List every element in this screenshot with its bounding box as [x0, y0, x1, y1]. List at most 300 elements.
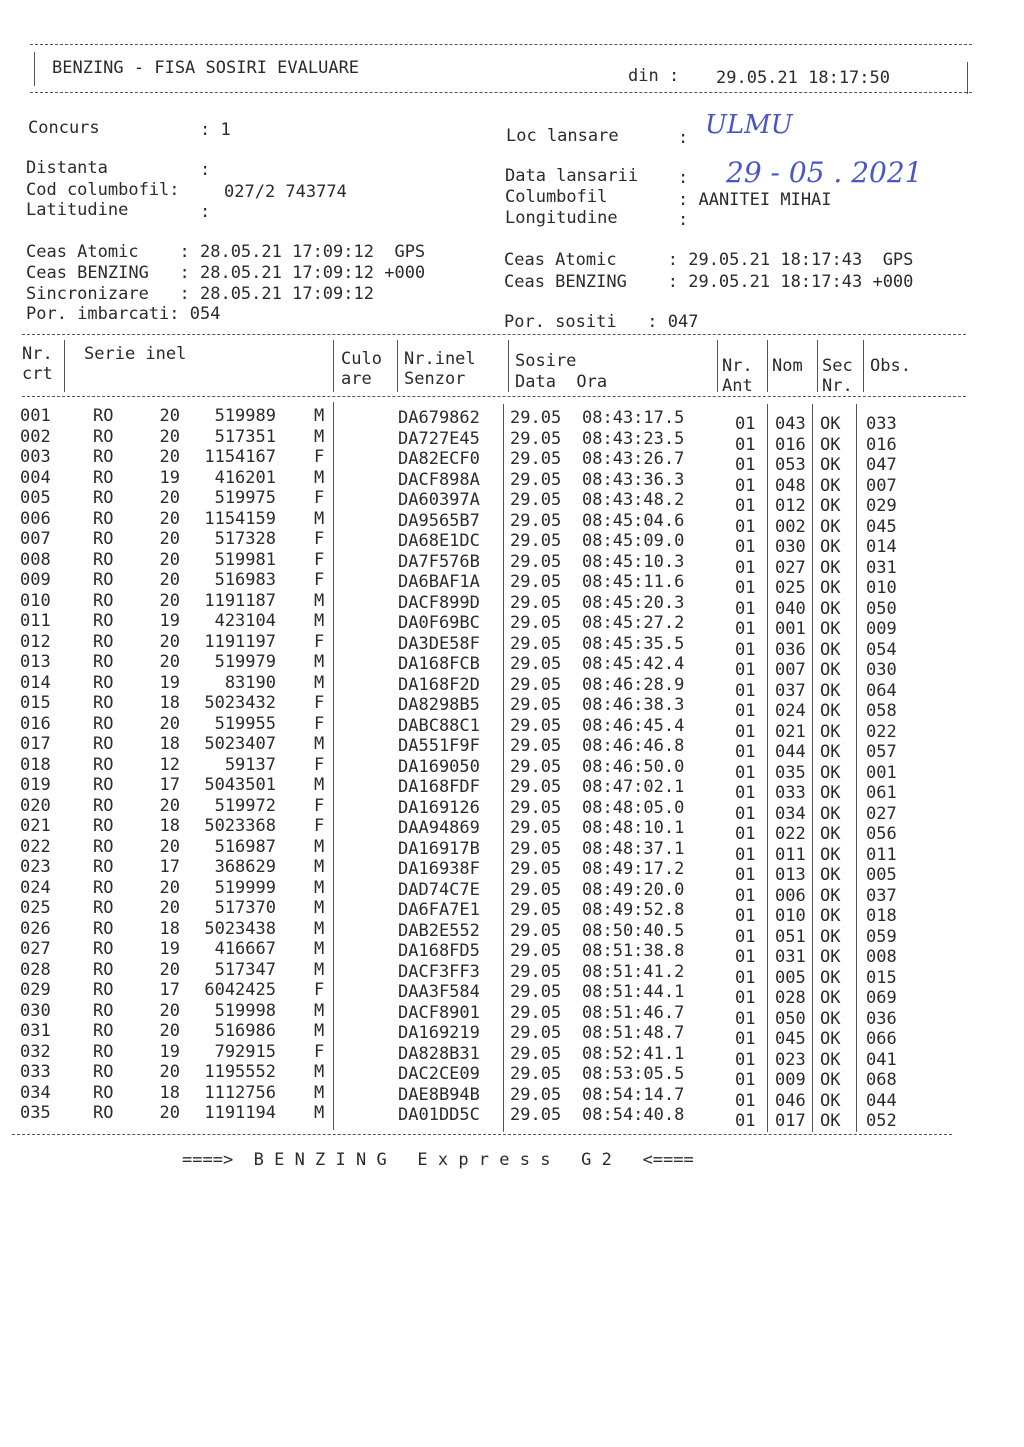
table-row — [0, 672, 1024, 701]
row-antenna: 01 — [735, 578, 756, 598]
row-sensor: DA828B31 — [398, 1043, 480, 1064]
row-ring-number: 1112756 — [204, 1082, 276, 1103]
row-country: RO — [93, 549, 114, 570]
row-time: 08:45:35.5 — [582, 633, 685, 654]
row-date: 29.05 — [510, 736, 562, 756]
row-nom: 050 — [775, 1008, 806, 1029]
row-sensor: DABC88C1 — [398, 715, 480, 736]
row-obs: 011 — [866, 844, 897, 865]
row-sensor: DA168FDF — [398, 777, 480, 797]
row-sex: M — [314, 877, 325, 898]
row-date: 29.05 — [510, 408, 562, 428]
data-lansarii-label: Data lansarii — [505, 166, 639, 186]
row-number: 022 — [20, 836, 51, 857]
table-row — [0, 549, 1024, 578]
row-sensor: DA16938F — [398, 859, 480, 879]
row-number: 015 — [20, 693, 51, 713]
row-time: 08:54:40.8 — [582, 1105, 685, 1125]
table-row — [0, 631, 1024, 660]
row-obs: 061 — [866, 783, 897, 803]
row-time: 08:45:11.6 — [582, 572, 685, 592]
row-nom: 010 — [775, 906, 806, 926]
row-date: 29.05 — [510, 1084, 562, 1105]
row-year: 18 — [159, 734, 180, 754]
row-sensor: DA68E1DC — [398, 531, 480, 551]
columbofil-value: : AANITEI MIHAI — [678, 190, 832, 210]
header-title: BENZING - FISA SOSIRI EVALUARE — [52, 58, 360, 78]
row-number: 025 — [20, 898, 51, 918]
row-ring-number: 59137 — [224, 754, 276, 775]
row-sec: OK — [820, 824, 841, 844]
row-sec: OK — [820, 1008, 841, 1029]
row-nom: 044 — [775, 742, 806, 762]
row-antenna: 01 — [735, 906, 756, 926]
row-ring-number: 517351 — [214, 426, 276, 447]
concurs-value: : 1 — [200, 120, 231, 140]
row-sec: OK — [820, 885, 841, 906]
row-sec: OK — [820, 1090, 841, 1111]
row-year: 20 — [159, 1062, 180, 1082]
row-year: 20 — [159, 590, 180, 611]
row-antenna: 01 — [735, 1070, 756, 1090]
row-sex: F — [314, 488, 325, 508]
row-nom: 013 — [775, 865, 806, 885]
row-sec: OK — [820, 947, 841, 967]
row-nom: 053 — [775, 455, 806, 475]
header-din-value: 29.05.21 18:17:50 — [716, 68, 890, 88]
row-sex: F — [314, 1041, 325, 1062]
row-number: 034 — [20, 1082, 51, 1103]
ceas-atomic-right: Ceas Atomic : 29.05.21 18:17:43 GPS — [504, 250, 914, 270]
row-sensor: DA82ECF0 — [398, 449, 480, 469]
row-date: 29.05 — [510, 961, 562, 982]
row-sensor: DA3DE58F — [398, 633, 480, 654]
row-obs: 033 — [866, 414, 897, 434]
row-obs: 010 — [866, 578, 897, 598]
row-antenna: 01 — [735, 701, 756, 721]
row-date: 29.05 — [510, 715, 562, 736]
row-sex: F — [314, 570, 325, 590]
row-ring-number: 519998 — [214, 1000, 276, 1021]
row-country: RO — [93, 426, 114, 447]
row-ring-number: 368629 — [214, 857, 276, 877]
row-sec: OK — [820, 598, 841, 619]
row-time: 08:45:04.6 — [582, 510, 685, 531]
table-row — [0, 959, 1024, 988]
row-country: RO — [93, 734, 114, 754]
row-antenna: 01 — [735, 844, 756, 865]
row-sensor: DA6FA7E1 — [398, 900, 480, 920]
data-lansarii-value: : — [678, 168, 689, 188]
hdr-obs: Obs. — [870, 356, 911, 376]
row-time: 08:54:14.7 — [582, 1084, 685, 1105]
row-antenna: 01 — [735, 926, 756, 947]
row-antenna: 01 — [735, 414, 756, 434]
row-ring-number: 516987 — [214, 836, 276, 857]
row-obs: 057 — [866, 742, 897, 762]
row-antenna: 01 — [735, 803, 756, 824]
row-country: RO — [93, 898, 114, 918]
table-row — [0, 1021, 1024, 1049]
hdr-nrant-1: Nr. — [722, 356, 753, 376]
row-sensor: DAC2CE09 — [398, 1064, 480, 1084]
table-row — [0, 734, 1024, 762]
row-sex: F — [314, 529, 325, 549]
row-sex: M — [314, 1082, 325, 1103]
row-date: 29.05 — [510, 879, 562, 900]
row-sec: OK — [820, 701, 841, 721]
row-sensor: DA6BAF1A — [398, 572, 480, 592]
table-row — [0, 980, 1024, 1008]
row-country: RO — [93, 1000, 114, 1021]
row-number: 023 — [20, 857, 51, 877]
header-left-border — [34, 52, 35, 86]
row-sensor: DAA3F584 — [398, 982, 480, 1002]
row-obs: 009 — [866, 619, 897, 639]
row-date: 29.05 — [510, 756, 562, 777]
table-row — [0, 426, 1024, 455]
row-antenna: 01 — [735, 557, 756, 578]
row-number: 026 — [20, 918, 51, 939]
row-obs: 045 — [866, 516, 897, 537]
row-number: 033 — [20, 1062, 51, 1082]
row-country: RO — [93, 693, 114, 713]
table-bottom-rule — [12, 1134, 952, 1135]
row-sex: M — [314, 652, 325, 672]
hdr-sep-6 — [767, 340, 768, 392]
row-time: 08:47:02.1 — [582, 777, 685, 797]
row-year: 20 — [159, 1000, 180, 1021]
concurs-label: Concurs — [28, 118, 100, 138]
row-antenna: 01 — [735, 1008, 756, 1029]
table-row — [0, 406, 1024, 434]
table-row — [0, 529, 1024, 557]
row-year: 20 — [159, 406, 180, 426]
row-country: RO — [93, 775, 114, 795]
row-country: RO — [93, 857, 114, 877]
row-number: 016 — [20, 713, 51, 734]
row-time: 08:51:38.8 — [582, 941, 685, 961]
row-obs: 058 — [866, 701, 897, 721]
data-lansarii-handwritten: 29 - 05 . 2021 — [726, 156, 923, 189]
row-sec: OK — [820, 414, 841, 434]
row-obs: 054 — [866, 639, 897, 660]
row-year: 20 — [159, 426, 180, 447]
row-number: 011 — [20, 611, 51, 631]
row-nom: 031 — [775, 947, 806, 967]
row-antenna: 01 — [735, 947, 756, 967]
row-number: 004 — [20, 467, 51, 488]
row-sec: OK — [820, 967, 841, 988]
row-number: 005 — [20, 488, 51, 508]
row-nom: 043 — [775, 414, 806, 434]
row-number: 030 — [20, 1000, 51, 1021]
row-nom: 035 — [775, 762, 806, 783]
row-sex: M — [314, 426, 325, 447]
row-sec: OK — [820, 557, 841, 578]
por-imbarcati: Por. imbarcati: 054 — [26, 304, 221, 324]
row-antenna: 01 — [735, 639, 756, 660]
row-sex: M — [314, 1062, 325, 1082]
table-row — [0, 836, 1024, 865]
row-obs: 014 — [866, 537, 897, 557]
columbofil-label: Columbofil — [505, 187, 608, 207]
row-country: RO — [93, 631, 114, 652]
row-obs: 041 — [866, 1049, 897, 1070]
row-ring-number: 519955 — [214, 713, 276, 734]
row-ring-number: 792915 — [214, 1041, 276, 1062]
row-sensor: DA551F9F — [398, 736, 480, 756]
row-obs: 007 — [866, 475, 897, 496]
row-sec: OK — [820, 844, 841, 865]
row-obs: 069 — [866, 988, 897, 1008]
row-date: 29.05 — [510, 1023, 562, 1043]
row-year: 20 — [159, 549, 180, 570]
row-country: RO — [93, 816, 114, 836]
row-year: 18 — [159, 693, 180, 713]
row-country: RO — [93, 877, 114, 898]
row-nom: 033 — [775, 783, 806, 803]
header-bottom-rule — [30, 92, 972, 93]
row-time: 08:49:20.0 — [582, 879, 685, 900]
row-ring-number: 516983 — [214, 570, 276, 590]
row-obs: 047 — [866, 455, 897, 475]
row-time: 08:46:50.0 — [582, 756, 685, 777]
row-ring-number: 1191197 — [204, 631, 276, 652]
row-antenna: 01 — [735, 762, 756, 783]
por-sositi: Por. sositi : 047 — [504, 312, 699, 332]
row-ring-number: 83190 — [224, 672, 276, 693]
row-sensor: DAB2E552 — [398, 920, 480, 941]
row-ring-number: 6042425 — [204, 980, 276, 1000]
table-row — [0, 652, 1024, 680]
row-time: 08:49:52.8 — [582, 900, 685, 920]
row-sensor: DACF3FF3 — [398, 961, 480, 982]
table-row — [0, 795, 1024, 824]
row-date: 29.05 — [510, 777, 562, 797]
hdr-nr: Nr. — [22, 344, 53, 364]
row-number: 013 — [20, 652, 51, 672]
row-sensor: DA01DD5C — [398, 1105, 480, 1125]
row-date: 29.05 — [510, 982, 562, 1002]
row-nom: 002 — [775, 516, 806, 537]
row-time: 08:46:46.8 — [582, 736, 685, 756]
row-year: 20 — [159, 959, 180, 980]
row-sec: OK — [820, 1111, 841, 1131]
sincronizare-left: Sincronizare : 28.05.21 17:09:12 — [26, 284, 374, 304]
hdr-nrant-2: Ant — [722, 376, 753, 396]
row-number: 009 — [20, 570, 51, 590]
row-country: RO — [93, 447, 114, 467]
row-date: 29.05 — [510, 674, 562, 695]
row-time: 08:50:40.5 — [582, 920, 685, 941]
table-row — [0, 713, 1024, 742]
row-number: 032 — [20, 1041, 51, 1062]
row-obs: 037 — [866, 885, 897, 906]
table-row — [0, 898, 1024, 926]
row-sensor: DA169126 — [398, 797, 480, 818]
row-number: 035 — [20, 1103, 51, 1123]
row-obs: 066 — [866, 1029, 897, 1049]
row-number: 021 — [20, 816, 51, 836]
hdr-culoare-2: are — [341, 369, 372, 389]
ceas-benzing-left: Ceas BENZING : 28.05.21 17:09:12 +000 — [26, 263, 426, 283]
row-ring-number: 416667 — [214, 939, 276, 959]
row-sex: M — [314, 959, 325, 980]
row-time: 08:48:37.1 — [582, 838, 685, 859]
row-time: 08:51:46.7 — [582, 1002, 685, 1023]
row-antenna: 01 — [735, 1049, 756, 1070]
row-time: 08:45:42.4 — [582, 654, 685, 674]
hdr-sep-1 — [64, 340, 65, 392]
row-sec: OK — [820, 475, 841, 496]
distanta-label: Distanta — [26, 158, 108, 178]
hdr-nrinel-1: Nr.inel — [404, 349, 476, 369]
row-year: 19 — [159, 1041, 180, 1062]
row-date: 29.05 — [510, 920, 562, 941]
row-sensor: DA168F2D — [398, 674, 480, 695]
row-number: 018 — [20, 754, 51, 775]
header-din-label: din : — [628, 66, 680, 86]
row-sensor: DA0F69BC — [398, 613, 480, 633]
row-sec: OK — [820, 639, 841, 660]
row-obs: 036 — [866, 1008, 897, 1029]
row-nom: 027 — [775, 557, 806, 578]
table-row — [0, 1062, 1024, 1090]
row-obs: 027 — [866, 803, 897, 824]
row-nom: 017 — [775, 1111, 806, 1131]
row-antenna: 01 — [735, 434, 756, 455]
row-nom: 012 — [775, 496, 806, 516]
row-number: 028 — [20, 959, 51, 980]
row-sex: M — [314, 467, 325, 488]
row-country: RO — [93, 529, 114, 549]
hdr-sep-3 — [397, 340, 398, 392]
header-right-border — [967, 62, 968, 94]
row-sex: M — [314, 857, 325, 877]
row-sec: OK — [820, 680, 841, 701]
row-nom: 030 — [775, 537, 806, 557]
row-number: 029 — [20, 980, 51, 1000]
row-sensor: DAE8B94B — [398, 1084, 480, 1105]
row-antenna: 01 — [735, 783, 756, 803]
row-sensor: DA9565B7 — [398, 510, 480, 531]
row-date: 29.05 — [510, 572, 562, 592]
row-date: 29.05 — [510, 838, 562, 859]
longitudine-label: Longitudine — [505, 208, 618, 228]
row-date: 29.05 — [510, 1105, 562, 1125]
hdr-culoare-1: Culo — [341, 349, 382, 369]
row-year: 20 — [159, 836, 180, 857]
row-antenna: 01 — [735, 885, 756, 906]
row-sec: OK — [820, 762, 841, 783]
row-antenna: 01 — [735, 865, 756, 885]
row-sensor: DA169219 — [398, 1023, 480, 1043]
row-sensor: DACF8901 — [398, 1002, 480, 1023]
row-year: 20 — [159, 898, 180, 918]
row-country: RO — [93, 713, 114, 734]
row-sex: F — [314, 754, 325, 775]
table-row — [0, 1000, 1024, 1029]
row-ring-number: 517370 — [214, 898, 276, 918]
row-country: RO — [93, 980, 114, 1000]
row-year: 20 — [159, 877, 180, 898]
row-time: 08:43:36.3 — [582, 469, 685, 490]
loc-lansare-value: : — [678, 128, 689, 148]
row-time: 08:43:26.7 — [582, 449, 685, 469]
row-time: 08:48:10.1 — [582, 818, 685, 838]
row-country: RO — [93, 1103, 114, 1123]
row-number: 012 — [20, 631, 51, 652]
row-year: 17 — [159, 980, 180, 1000]
row-number: 031 — [20, 1021, 51, 1041]
longitudine-value: : — [678, 210, 689, 230]
row-sensor: DA168FD5 — [398, 941, 480, 961]
cod-value: 027/2 743774 — [224, 182, 347, 202]
row-number: 006 — [20, 508, 51, 529]
row-nom: 046 — [775, 1090, 806, 1111]
loc-lansare-label: Loc lansare — [506, 126, 619, 146]
row-obs: 059 — [866, 926, 897, 947]
row-time: 08:46:28.9 — [582, 674, 685, 695]
row-antenna: 01 — [735, 598, 756, 619]
row-obs: 008 — [866, 947, 897, 967]
row-antenna: 01 — [735, 1029, 756, 1049]
row-nom: 007 — [775, 660, 806, 680]
row-ring-number: 1191187 — [204, 590, 276, 611]
row-time: 08:49:17.2 — [582, 859, 685, 879]
row-country: RO — [93, 939, 114, 959]
row-sex: F — [314, 549, 325, 570]
row-nom: 048 — [775, 475, 806, 496]
table-row — [0, 611, 1024, 639]
row-nom: 025 — [775, 578, 806, 598]
row-number: 017 — [20, 734, 51, 754]
distanta-value: : — [200, 160, 211, 180]
row-sec: OK — [820, 1070, 841, 1090]
row-antenna: 01 — [735, 721, 756, 742]
header-top-rule — [30, 44, 972, 45]
row-date: 29.05 — [510, 797, 562, 818]
row-year: 17 — [159, 857, 180, 877]
row-obs: 029 — [866, 496, 897, 516]
row-sex: M — [314, 1021, 325, 1041]
row-ring-number: 519975 — [214, 488, 276, 508]
row-nom: 009 — [775, 1070, 806, 1090]
hdr-crt: crt — [22, 364, 53, 384]
row-ring-number: 519979 — [214, 652, 276, 672]
row-nom: 011 — [775, 844, 806, 865]
row-sensor: DA16917B — [398, 838, 480, 859]
row-date: 29.05 — [510, 1064, 562, 1084]
row-sensor: DA168FCB — [398, 654, 480, 674]
table-row — [0, 775, 1024, 803]
row-obs: 050 — [866, 598, 897, 619]
row-year: 19 — [159, 467, 180, 488]
row-year: 18 — [159, 816, 180, 836]
row-nom: 024 — [775, 701, 806, 721]
row-year: 20 — [159, 1103, 180, 1123]
hdr-sep-4 — [508, 340, 509, 392]
row-ring-number: 517328 — [214, 529, 276, 549]
row-year: 12 — [159, 754, 180, 775]
row-sex: F — [314, 447, 325, 467]
row-number: 019 — [20, 775, 51, 795]
row-date: 29.05 — [510, 531, 562, 551]
row-ring-number: 1191194 — [204, 1103, 276, 1123]
hdr-nom: Nom — [772, 356, 803, 376]
row-sex: F — [314, 693, 325, 713]
